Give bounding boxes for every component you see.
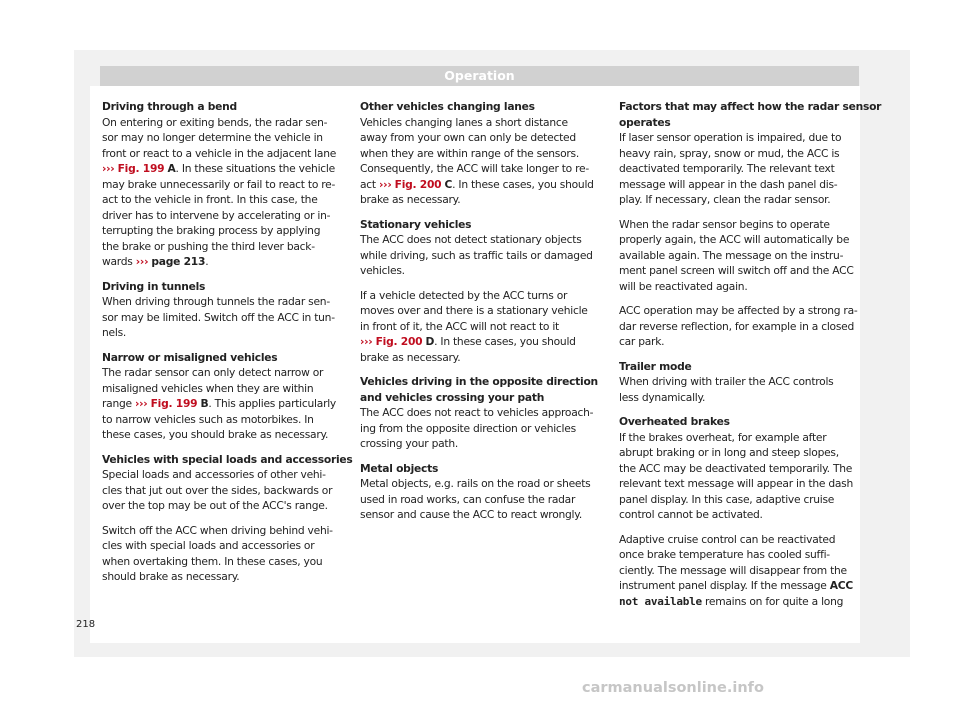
heading-radar-factors: Factors that may affect how the radar sensor — [619, 100, 882, 113]
text-line: over the top may be out of the ACC's range. — [102, 499, 328, 512]
text-line: sensor and cause the ACC to react wrongly. — [360, 508, 582, 521]
heading-driving-tunnels: Driving in tunnels — [102, 279, 206, 293]
text-line: should brake as necessary. — [102, 570, 240, 583]
text-line — [619, 578, 861, 594]
text-line: panel display. In this case, adaptive cruise — [619, 492, 835, 506]
text-fragment: . In these cases, you should — [452, 177, 594, 191]
text-fragment: act — [360, 177, 376, 191]
text-line: ciently. The message will disappear from the — [619, 563, 847, 577]
text-line: less dynamically. — [619, 390, 706, 404]
text-line: If a vehicle detected by the ACC turns or — [360, 288, 568, 302]
text-line: away from your own can only be detected — [360, 131, 576, 144]
text-line: brake as necessary. — [360, 350, 461, 364]
page-number: 218 — [76, 619, 96, 630]
figure-letter: A — [167, 162, 176, 175]
text-line: while driving, such as traffic tails or damaged — [360, 248, 593, 262]
heading-metal-objects: Metal objects — [360, 461, 439, 475]
text-line: once brake temperature has cooled suffi- — [619, 548, 830, 561]
text-line: to narrow vehicles such as motorbikes. In — [102, 412, 314, 426]
xref-arrow[interactable]: ››› — [135, 255, 149, 268]
text-fragment: wards — [102, 255, 133, 268]
text-fragment: . In these situations the vehicle — [175, 162, 335, 175]
text-line: used in road works, can confuse the radar — [360, 492, 576, 506]
text-line: ACC operation may be affected by a strong ra- — [619, 304, 858, 317]
text-line: The ACC does not detect stationary objects — [360, 233, 582, 246]
text-line: car park. — [619, 335, 665, 348]
text-line: properly again, the ACC will automatically be — [619, 233, 850, 246]
text-line: the ACC may be deactivated temporarily. The — [619, 461, 853, 475]
figure-letter: C — [444, 177, 453, 191]
text-line: will be reactivated again. — [619, 279, 748, 293]
heading-radar-factors-cont: operates — [619, 115, 671, 129]
text-fragment: . — [205, 255, 209, 268]
text-line: moves over and there is a stationary vehicle — [360, 304, 588, 317]
text-line: On entering or exiting bends, the radar sen- — [102, 115, 328, 129]
xref-arrow[interactable]: ››› — [379, 177, 392, 191]
xref-arrow[interactable]: ››› — [102, 162, 115, 175]
text-line: vehicles. — [360, 264, 405, 277]
figure-link-200[interactable]: Fig. 200 — [375, 335, 423, 348]
text-line: Special loads and accessories of other vehi- — [102, 468, 326, 481]
text-line: sor may be limited. Switch off the ACC in tun- — [102, 310, 335, 324]
text-line — [102, 254, 342, 270]
text-line: when overtaking them. In these cases, you — [102, 554, 323, 568]
text-line — [360, 334, 602, 350]
message-code: not available — [619, 594, 702, 608]
figure-letter: B — [200, 397, 209, 410]
text-line: ment panel screen will switch off and the ACC — [619, 264, 854, 277]
text-fragment: . This applies particularly — [208, 397, 337, 410]
text-line: may brake unnecessarily or fail to react to re- — [102, 177, 336, 191]
text-line: The radar sensor can only detect narrow or — [102, 366, 324, 379]
page-link-213[interactable]: page 213 — [151, 255, 206, 268]
text-line: misaligned vehicles when they are within — [102, 381, 314, 395]
text-line: act to the vehicle in front. In this case, the — [102, 193, 318, 206]
text-line: cles with special loads and accessories or — [102, 539, 315, 552]
text-line: front or react to a vehicle in the adjacent lane — [102, 146, 337, 160]
text-line: dar reverse reflection, for example in a closed — [619, 319, 855, 333]
heading-opposite-direction: Vehicles driving in the opposite direction — [360, 375, 598, 388]
text-line: Vehicles changing lanes a short distance — [360, 115, 568, 129]
text-line: ing from the opposite direction or vehicles — [360, 421, 576, 435]
text-line: when they are within range of the sensors. — [360, 146, 580, 160]
figure-link-200[interactable]: Fig. 200 — [394, 177, 442, 191]
heading-stationary-vehicles: Stationary vehicles — [360, 217, 472, 231]
text-line: Adaptive cruise control can be reactivated — [619, 532, 836, 546]
xref-arrow[interactable]: ››› — [360, 335, 373, 348]
text-fragment: remains on for quite a long — [701, 594, 844, 608]
heading-overheated-brakes: Overheated brakes — [619, 415, 730, 428]
text-line: Switch off the ACC when driving behind vehi- — [102, 523, 333, 537]
watermark: carmanualsonline.info — [582, 680, 764, 696]
text-line: nels. — [102, 326, 127, 339]
text-line: The ACC does not react to vehicles approach- — [360, 406, 594, 419]
text-line: brake as necessary. — [360, 193, 461, 206]
text-column-1 — [102, 99, 353, 585]
figure-link-199[interactable]: Fig. 199 — [150, 397, 198, 410]
text-line: driver has to intervene by accelerating or in- — [102, 208, 331, 222]
text-line: When driving with trailer the ACC controls — [619, 375, 834, 388]
text-line — [360, 177, 602, 193]
text-line: available again. The message on the instru- — [619, 248, 844, 262]
text-line: abrupt braking or in long and steep slopes, — [619, 446, 839, 459]
text-line: control cannot be activated. — [619, 508, 763, 521]
text-fragment: range — [102, 397, 132, 410]
figure-letter: D — [425, 335, 435, 348]
text-line — [102, 161, 342, 177]
heading-opposite-direction-cont: and vehicles crossing your path — [360, 390, 545, 404]
text-column-3 — [619, 99, 882, 609]
page-content — [90, 86, 882, 643]
text-line: in front of it, the ACC will not react to it — [360, 319, 559, 333]
text-line: If laser sensor operation is impaired, due to — [619, 131, 842, 144]
message-code: ACC — [829, 579, 853, 592]
text-line: play. If necessary, clean the radar sensor. — [619, 193, 831, 206]
heading-changing-lanes: Other vehicles changing lanes — [360, 100, 535, 113]
section-header: Operation — [100, 66, 859, 86]
text-line: If the brakes overheat, for example after — [619, 430, 827, 444]
text-line: cles that jut out over the sides, backwards or — [102, 483, 333, 497]
text-line: Metal objects, e.g. rails on the road or sheets — [360, 477, 591, 490]
text-column-2 — [360, 99, 602, 523]
text-line: the brake or pushing the third lever back- — [102, 239, 315, 253]
heading-trailer-mode: Trailer mode — [619, 359, 692, 373]
heading-special-loads: Vehicles with special loads and accessories — [102, 452, 353, 466]
xref-arrow[interactable]: ››› — [134, 397, 148, 410]
text-line: deactivated temporarily. The relevant text — [619, 162, 835, 175]
text-line — [619, 594, 861, 610]
text-line: Consequently, the ACC will take longer to re- — [360, 162, 589, 175]
heading-driving-bend: Driving through a bend — [102, 100, 237, 113]
figure-link-199[interactable]: Fig. 199 — [117, 162, 165, 175]
text-line: heavy rain, spray, snow or mud, the ACC is — [619, 146, 840, 160]
text-line: When the radar sensor begins to operate — [619, 217, 830, 231]
text-line: relevant text message will appear in the dash — [619, 477, 854, 490]
text-fragment: instrument panel display. If the message — [619, 579, 827, 592]
text-line: terrupting the braking process by applying — [102, 224, 321, 237]
text-line: crossing your path. — [360, 437, 459, 450]
heading-narrow-vehicles: Narrow or misaligned vehicles — [102, 350, 278, 364]
text-line: message will appear in the dash panel dis- — [619, 177, 838, 191]
text-line: these cases, you should brake as necessary. — [102, 428, 329, 441]
text-line — [102, 396, 342, 412]
text-fragment: . In these cases, you should — [434, 335, 576, 348]
text-line: When driving through tunnels the radar sen- — [102, 295, 330, 308]
text-line: sor may no longer determine the vehicle in — [102, 131, 323, 144]
